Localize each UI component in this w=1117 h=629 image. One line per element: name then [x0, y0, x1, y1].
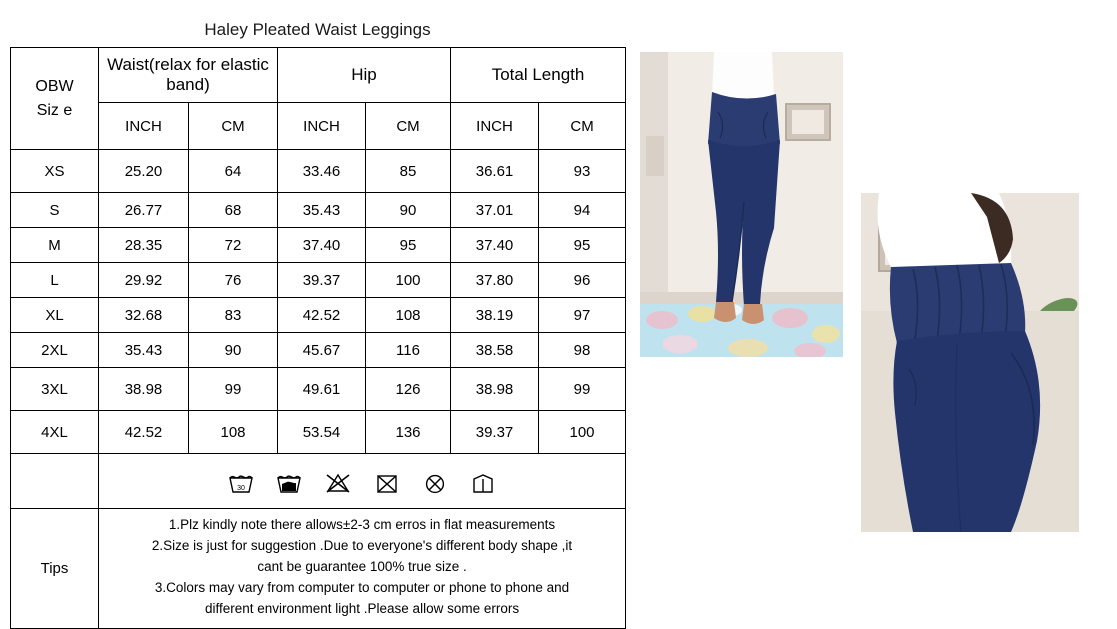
row-size-label: L	[11, 263, 99, 298]
cell-waist-inch: 38.98	[99, 368, 189, 411]
cell-waist-inch: 25.20	[99, 150, 189, 193]
cell-length-cm: 96	[539, 263, 626, 298]
cell-length-cm: 95	[539, 228, 626, 263]
row-size-label: XS	[11, 150, 99, 193]
header-total-length: Total Length	[451, 48, 626, 103]
do-not-bleach-icon	[324, 471, 352, 495]
cell-length-cm: 100	[539, 411, 626, 454]
cell-length-cm: 99	[539, 368, 626, 411]
cell-hip-inch: 39.37	[278, 263, 366, 298]
cell-length-cm: 98	[539, 333, 626, 368]
cell-length-inch: 37.40	[451, 228, 539, 263]
size-chart-table	[10, 47, 626, 629]
cell-hip-inch: 33.46	[278, 150, 366, 193]
cell-hip-inch: 42.52	[278, 298, 366, 333]
table-group-header-row	[11, 48, 626, 103]
cell-length-inch: 36.61	[451, 150, 539, 193]
table-row	[11, 193, 626, 228]
hang-dry-icon	[470, 471, 496, 495]
row-size-label: 3XL	[11, 368, 99, 411]
cell-hip-cm: 85	[366, 150, 451, 193]
header-hip: Hip	[278, 48, 451, 103]
table-unit-header-row	[11, 103, 626, 150]
cell-waist-cm: 90	[189, 333, 278, 368]
cell-hip-inch: 49.61	[278, 368, 366, 411]
cell-waist-inch: 42.52	[99, 411, 189, 454]
table-row	[11, 411, 626, 454]
do-not-dry-clean-icon	[422, 471, 448, 495]
cell-length-inch: 38.98	[451, 368, 539, 411]
cell-waist-cm: 76	[189, 263, 278, 298]
row-size-label: S	[11, 193, 99, 228]
cell-hip-cm: 95	[366, 228, 451, 263]
header-length-inch: INCH	[451, 103, 539, 150]
tips-line: 3.Colors may vary from computer to computer or phone to phone and	[154, 579, 570, 595]
row-size-label: XL	[11, 298, 99, 333]
cell-waist-cm: 64	[189, 150, 278, 193]
cell-length-cm: 97	[539, 298, 626, 333]
hand-wash-icon	[276, 471, 302, 495]
tips-line: 1.Plz kindly note there allows±2-3 cm erros in flat measurements	[168, 517, 556, 532]
cell-hip-cm: 90	[366, 193, 451, 228]
header-length-cm: CM	[539, 103, 626, 150]
cell-length-inch: 38.58	[451, 333, 539, 368]
table-row	[11, 263, 626, 298]
cell-waist-inch: 32.68	[99, 298, 189, 333]
cell-waist-cm: 99	[189, 368, 278, 411]
cell-waist-cm: 68	[189, 193, 278, 228]
table-row	[11, 333, 626, 368]
cell-waist-cm: 83	[189, 298, 278, 333]
header-size-cell	[11, 48, 99, 150]
header-size-line1: OBW	[35, 77, 74, 95]
tips-line: 2.Size is just for suggestion .Due to everyone's different body shape ,it	[151, 537, 573, 553]
cell-hip-cm: 136	[366, 411, 451, 454]
cell-waist-inch: 28.35	[99, 228, 189, 263]
header-waist: Waist(relax for elastic band)	[99, 48, 278, 103]
model-side-closeup-photo	[861, 193, 1079, 532]
cell-waist-cm: 108	[189, 411, 278, 454]
page-title: Haley Pleated Waist Leggings	[204, 20, 431, 39]
cell-length-inch: 37.01	[451, 193, 539, 228]
cell-waist-cm: 72	[189, 228, 278, 263]
model-front-full-body-photo	[640, 52, 843, 357]
header-hip-cm: CM	[366, 103, 451, 150]
cell-waist-inch: 29.92	[99, 263, 189, 298]
table-row	[11, 368, 626, 411]
header-waist-cm: CM	[189, 103, 278, 150]
cell-hip-cm: 116	[366, 333, 451, 368]
care-symbols-cell	[99, 454, 626, 509]
svg-text:30: 30	[237, 485, 245, 492]
cell-hip-inch: 45.67	[278, 333, 366, 368]
cell-hip-cm: 100	[366, 263, 451, 298]
row-size-label: 2XL	[11, 333, 99, 368]
cell-length-inch: 38.19	[451, 298, 539, 333]
tips-label: Tips	[11, 509, 99, 629]
row-size-label: M	[11, 228, 99, 263]
cell-hip-cm: 126	[366, 368, 451, 411]
table-row	[11, 298, 626, 333]
table-row	[11, 150, 626, 193]
tips-row	[11, 509, 626, 629]
header-size-line2: Siz e	[36, 101, 73, 119]
wash-30-icon	[228, 471, 254, 495]
cell-hip-cm: 108	[366, 298, 451, 333]
cell-hip-inch: 37.40	[278, 228, 366, 263]
cell-length-cm: 93	[539, 150, 626, 193]
tips-line: different environment light .Please allow some errors	[204, 600, 520, 616]
cell-waist-inch: 35.43	[99, 333, 189, 368]
do-not-tumble-dry-icon	[374, 471, 400, 495]
table-row	[11, 228, 626, 263]
header-waist-inch: INCH	[99, 103, 189, 150]
care-row-spacer	[11, 454, 99, 509]
cell-length-inch: 39.37	[451, 411, 539, 454]
header-hip-inch: INCH	[278, 103, 366, 150]
cell-hip-inch: 53.54	[278, 411, 366, 454]
row-size-label: 4XL	[11, 411, 99, 454]
tips-line: cant be guarantee 100% true size .	[257, 558, 467, 574]
cell-length-cm: 94	[539, 193, 626, 228]
cell-length-inch: 37.80	[451, 263, 539, 298]
cell-hip-inch: 35.43	[278, 193, 366, 228]
tips-content	[99, 509, 626, 629]
care-symbols-row	[11, 454, 626, 509]
cell-waist-inch: 26.77	[99, 193, 189, 228]
